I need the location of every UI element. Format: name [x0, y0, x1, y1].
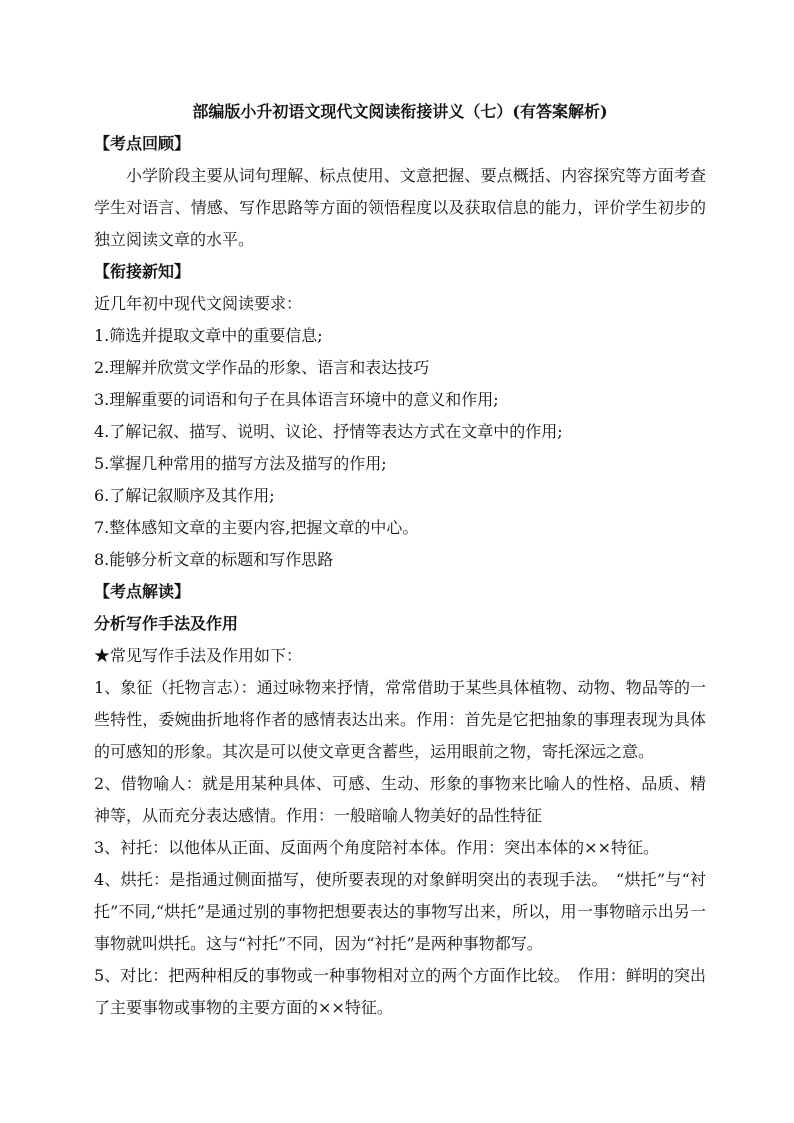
technique-item-3: 3、衬托：以他体从正面、反面两个角度陪衬本体。作用：突出本体的××特征。 — [94, 838, 659, 857]
requirement-item-6: 6.了解记叙顺序及其作用; — [94, 486, 275, 505]
requirement-item-7: 7.整体感知文章的主要内容,把握文章的中心。 — [94, 518, 419, 537]
requirement-item-2: 2.理解并欣赏文学作品的形象、语言和表达技巧 — [94, 358, 430, 377]
review-heading: 【考点回顾】 — [94, 134, 191, 153]
review-paragraph: 小学阶段主要从词句理解、标点使用、文意把握、要点概括、内容探究等方面考查学生对语言、情感、写作思路等方面的领悟程度以及获取信息的能力，评价学生初步的独立阅读文章的水平。 — [94, 166, 706, 249]
techniques-intro: ★常见写作手法及作用如下： — [94, 646, 303, 665]
technique-item-4: 4、烘托：是指通过侧面描写，使所要表现的对象鲜明突出的表现手法。 “烘托”与“衬托”不同,“烘托”是通过别的事物把想要表达的事物写出来，所以，用一事物暗示出另一事物就叫烘托。这与“衬托”不同，因为“衬托”是两种事物都写。 — [94, 870, 706, 953]
bridge-intro: 近几年初中现代文阅读要求： — [94, 294, 303, 313]
requirement-item-5: 5.掌握几种常用的描写方法及描写的作用; — [94, 454, 387, 473]
requirement-item-1: 1.筛选并提取文章中的重要信息; — [94, 326, 323, 345]
technique-item-1: 1、象征（托物言志）：通过咏物来抒情，常常借助于某些具体植物、动物、物品等的一些特性，委婉曲折地将作者的感情表达出来。作用：首先是它把抽象的事理表现为具体的可感知的形象。其次是可以使文章更含蓄些，运用眼前之物，寄托深远之意。 — [94, 678, 706, 761]
analysis-heading: 【考点解读】 — [94, 582, 191, 601]
technique-item-2: 2、借物喻人：就是用某种具体、可感、生动、形象的事物来比喻人的性格、品质、精神等，从而充分表达感情。作用：一般暗喻人物美好的品性特征 — [94, 774, 706, 825]
technique-item-5: 5、对比：把两种相反的事物或一种事物相对立的两个方面作比较。 作用：鲜明的突出了主要事物或事物的主要方面的××特征。 — [94, 966, 706, 1017]
document-title: 部编版小升初语文现代文阅读衔接讲义（七）(有答案解析) — [192, 102, 608, 121]
analysis-subheading: 分析写作手法及作用 — [94, 614, 239, 633]
bridge-heading: 【衔接新知】 — [94, 262, 191, 281]
requirement-item-3: 3.理解重要的词语和句子在具体语言环境中的意义和作用; — [94, 390, 499, 409]
requirement-item-8: 8.能够分析文章的标题和写作思路 — [94, 550, 334, 569]
document-page — [94, 96, 706, 1024]
requirement-item-4: 4.了解记叙、描写、说明、议论、抒情等表达方式在文章中的作用; — [94, 422, 563, 441]
